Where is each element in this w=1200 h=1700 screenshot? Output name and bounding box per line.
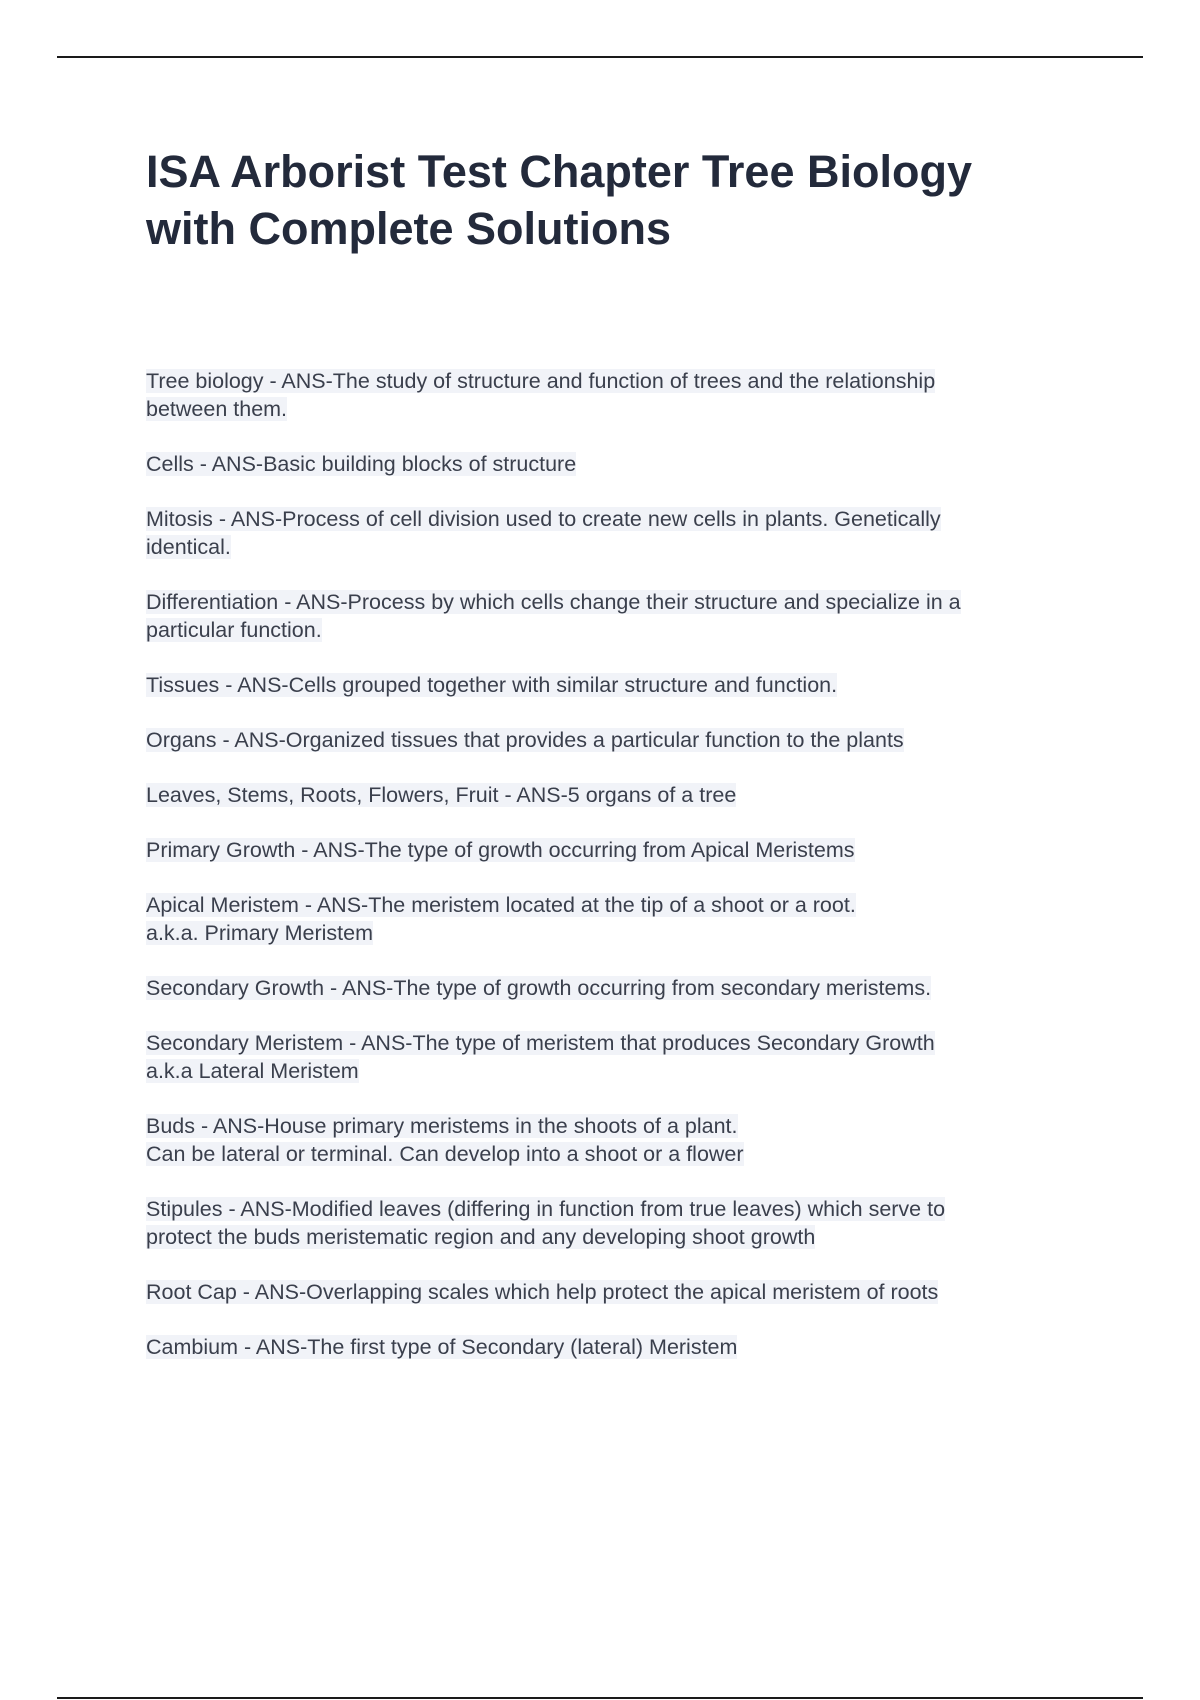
bottom-rule <box>57 1697 1143 1699</box>
qa-entry-line <box>146 781 1076 809</box>
qa-entry <box>146 836 1076 864</box>
qa-entry-text: Tissues - ANS-Cells grouped together with similar structure and function. <box>146 673 838 697</box>
qa-entry-text: Mitosis - ANS-Process of cell division used to create new cells in plants. Genetically <box>146 507 941 531</box>
qa-entry-line <box>146 891 1076 919</box>
top-rule <box>57 56 1143 58</box>
qa-entry-text: Root Cap - ANS-Overlapping scales which help protect the apical meristem of roots <box>146 1280 939 1304</box>
title-line: with Complete Solutions <box>146 203 671 254</box>
qa-entry <box>146 450 1076 478</box>
page-title <box>146 143 1106 257</box>
qa-entry <box>146 671 1076 699</box>
title-line: ISA Arborist Test Chapter Tree Biology <box>146 146 972 197</box>
qa-entry-line <box>146 588 1076 616</box>
qa-entry-text: Apical Meristem - ANS-The meristem located at the tip of a shoot or a root. <box>146 893 856 917</box>
qa-entry-line <box>146 1029 1076 1057</box>
qa-entry-text: a.k.a Lateral Meristem <box>146 1059 359 1083</box>
qa-entry-text: Can be lateral or terminal. Can develop into a shoot or a flower <box>146 1142 744 1166</box>
qa-entry-line <box>146 1195 1076 1223</box>
qa-entry-text: Leaves, Stems, Roots, Flowers, Fruit - ANS-5 organs of a tree <box>146 783 737 807</box>
qa-entry-text: particular function. <box>146 618 322 642</box>
qa-entry <box>146 891 1076 947</box>
qa-entry-text: identical. <box>146 535 231 559</box>
qa-entry <box>146 1195 1076 1251</box>
qa-entry-line <box>146 671 1076 699</box>
qa-entry <box>146 1278 1076 1306</box>
qa-entry-text: Primary Growth - ANS-The type of growth occurring from Apical Meristems <box>146 838 855 862</box>
qa-entry-line <box>146 974 1076 1002</box>
qa-entry <box>146 974 1076 1002</box>
qa-entry-line <box>146 1112 1076 1140</box>
qa-entry <box>146 367 1076 423</box>
qa-entry-text: between them. <box>146 397 288 421</box>
qa-entry-text: Secondary Growth - ANS-The type of growth occurring from secondary meristems. <box>146 976 932 1000</box>
qa-entry-text: Cambium - ANS-The first type of Secondary (lateral) Meristem <box>146 1335 738 1359</box>
qa-list <box>146 367 1076 1388</box>
qa-entry-line <box>146 1057 1076 1085</box>
qa-entry <box>146 1029 1076 1085</box>
qa-entry <box>146 588 1076 644</box>
qa-entry-line <box>146 1223 1076 1251</box>
qa-entry-text: Cells - ANS-Basic building blocks of structure <box>146 452 577 476</box>
qa-entry <box>146 1333 1076 1361</box>
qa-entry-text: Buds - ANS-House primary meristems in the shoots of a plant. <box>146 1114 738 1138</box>
qa-entry-line <box>146 616 1076 644</box>
qa-entry-line <box>146 395 1076 423</box>
qa-entry <box>146 1112 1076 1168</box>
qa-entry-text: a.k.a. Primary Meristem <box>146 921 373 945</box>
qa-entry-text: Organs - ANS-Organized tissues that provides a particular function to the plants <box>146 728 904 752</box>
qa-entry-text: Secondary Meristem - ANS-The type of meristem that produces Secondary Growth <box>146 1031 935 1055</box>
qa-entry <box>146 781 1076 809</box>
qa-entry-line <box>146 450 1076 478</box>
qa-entry <box>146 505 1076 561</box>
qa-entry-text: Stipules - ANS-Modified leaves (differing in function from true leaves) which serve to <box>146 1197 946 1221</box>
qa-entry-line <box>146 836 1076 864</box>
qa-entry-text: Tree biology - ANS-The study of structure and function of trees and the relationship <box>146 369 936 393</box>
qa-entry-line <box>146 505 1076 533</box>
qa-entry-text: Differentiation - ANS-Process by which cells change their structure and specialize in a <box>146 590 961 614</box>
qa-entry-line <box>146 919 1076 947</box>
qa-entry-line <box>146 1333 1076 1361</box>
qa-entry-line <box>146 533 1076 561</box>
qa-entry-line <box>146 726 1076 754</box>
qa-entry-line <box>146 1278 1076 1306</box>
qa-entry-line <box>146 367 1076 395</box>
qa-entry-text: protect the buds meristematic region and any developing shoot growth <box>146 1225 816 1249</box>
qa-entry <box>146 726 1076 754</box>
qa-entry-line <box>146 1140 1076 1168</box>
